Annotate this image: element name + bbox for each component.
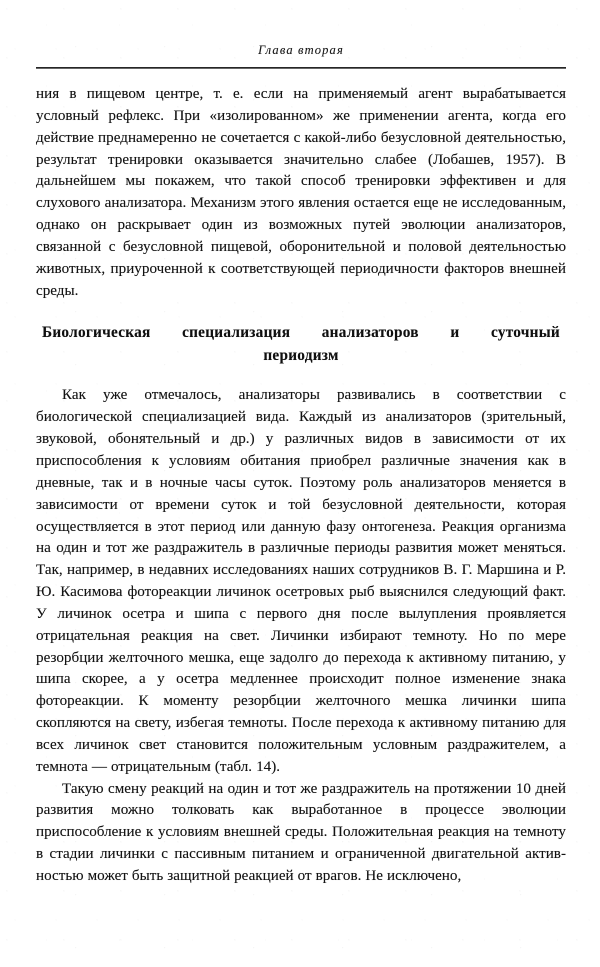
spacer-after-heading xyxy=(36,367,566,385)
running-head: Глава вторая xyxy=(258,43,344,57)
section-heading-line-1: Биологическая специализация анализаторов и суточный xyxy=(42,324,560,342)
paragraph-body-2: Такую смену реакций на один и тот же раздражитель на протяжении 10 дней развития можно толковать как выработанное в процессе эволюции приспособление к условиям внешней среды. Положительная реакция на темноту в стадии личинки с пассивным питанием и ограниченной двигательной активностью может быть защитной реакцией от врагов. Не исключено, xyxy=(36,780,566,884)
paragraph-body-1: Как уже отмечалось, анализаторы развивались в соответствии с биологической специализацией вида. Каждый из анализаторов (зрительный, звуковой, обонятельный и др.) у различных видов в зависимости от их приспособления к условиям обитания приобрел различные значения как в дневные, так и в ночные часы суток. Поэтому роль анализаторов меняется в зависимости от времени суток и той безусловной деятельности, которая осуществляется в этот период или данную фазу онтогенеза. Реакция организма на один и тот же раздражитель в различные периоды развития может меняться. Так, например, в недавних исследованиях наших сотрудников В. Г. Маршина и Р. Ю. Касимова фотореакции личинок осетровых рыб выяснился следующий факт. У личинок осетра и шипа с первого дня после вылупления проявляется отрицательная реакция на свет. Личинки избирают темноту. Но по мере резорбции желточного мешка, еще задолго до перехода к активному питанию, у шипа скорее, а у осетра медленнее происходит полное изменение знака фотореакции. К моменту резорбции желточного мешка личинки шипа скопляются на свету, избегая темноты. После перехода к активному питанию для всех личинок свет становится положительным условным раздражителем, а темнота — отрицательным (табл. 14). xyxy=(36,387,566,775)
text-column xyxy=(36,84,566,888)
spacer-before-heading xyxy=(36,302,566,321)
header-rule-divider xyxy=(36,67,566,69)
paragraph-continued: ния в пищевом центре, т. е. если на применяемый агент вырабатывается условный рефлекс. При «изолированном» же применении агента, когда его действие преднамеренно не сочетается с какой-либо безусловной деятельностью, результат тренировки оказывается значительно слабее (Лобашев, 1957). В дальнейшем мы покажем, что такой способ тренировки эффективен и для слухового анализатора. Механизм этого явления остается еще не исследованным, однако он раскрывает один из возможных путей эволюции анализаторов, связанной с безусловной пищевой, оборонительной и половой деятельностью животных, приуроченной к соответствующей периодичности факторов внешней среды. xyxy=(36,86,566,299)
section-heading-line-2: периодизм xyxy=(263,347,339,365)
section-heading xyxy=(36,321,566,367)
